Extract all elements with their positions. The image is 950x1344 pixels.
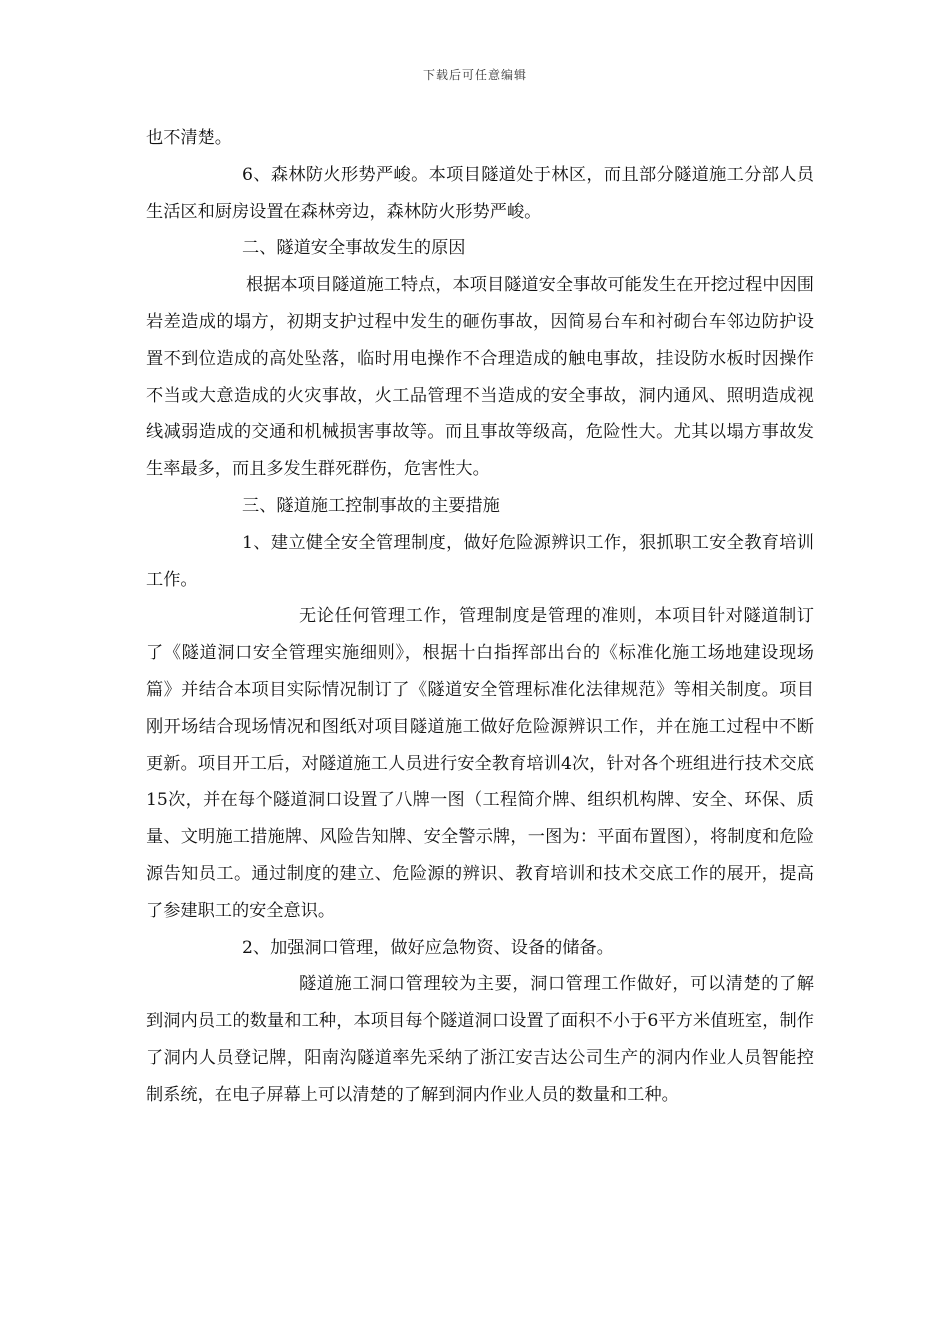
section-heading-3: 三、隧道施工控制事故的主要措施 [242,495,500,516]
subheading-measure-2: 2、加强洞口管理，做好应急物资、设备的储备。 [242,937,614,958]
paragraph-accident-causes: 根据本项目隧道施工特点，本项目隧道安全事故可能发生在开挖过程中因围岩差造成的塌方，初期支护过程中发生的砸伤事故，因简易台车和衬砌台车邻边防护设置不到位造成的高处坠落，临时用电操作不合理造成的触电事故，挂设防水板时因操作不当或大意造成的火灾事故，火工品管理不当造成的安全事故，洞内通风、照明造成视线减弱造成的交通和机械损害事故等。而且事故等级高，危险性大。尤其以塌方事故发生率最多，而且多发生群死群伤，危害性大。 [146,275,814,480]
paragraph-portal-management: 隧道施工洞口管理较为主要，洞口管理工作做好，可以清楚的了解到洞内员工的数量和工种，本项目每个隧道洞口设置了面积不小于6平方米值班室，制作了洞内人员登记牌，阳南沟隧道率先采纳了浙江安吉达公司生产的洞内作业人员智能控制系统，在电子屏幕上可以清楚的了解到洞内作业人员的数量和工种。 [146,974,814,1105]
page-header-note: 下载后可任意编辑 [422,68,527,82]
section-heading-2: 二、隧道安全事故发生的原因 [242,238,466,259]
document-body [146,120,814,1114]
subheading-measure-1: 1、建立健全安全管理制度，做好危险源辨识工作，狠抓职工安全教育培训工作。 [146,532,814,590]
paragraph-item-6: 6、森林防火形势严峻。本项目隧道处于林区，而且部分隧道施工分部人员生活区和厨房设置在森林旁边，森林防火形势严峻。 [146,164,814,222]
paragraph-continuation: 也不清楚。 [146,128,232,148]
paragraph-management-system: 无论任何管理工作，管理制度是管理的准则，本项目针对隧道制订了《隧道洞口安全管理实施细则》，根据十白指挥部出台的《标准化施工场地建设现场篇》并结合本项目实际情况制订了《隧道安全管理标准化法律规范》等相关制度。项目刚开场结合现场情况和图纸对项目隧道施工做好危险源辨识工作，并在施工过程中不断更新。项目开工后，对隧道施工人员进行安全教育培训4次，针对各个班组进行技术交底15次，并在每个隧道洞口设置了八牌一图（工程简介牌、组织机构牌、安全、环保、质量、文明施工措施牌、风险告知牌、安全警示牌，一图为：平面布置图），将制度和危险源告知员工。通过制度的建立、危险源的辨识、教育培训和技术交底工作的展开，提高了参建职工的安全意识。 [146,606,814,921]
